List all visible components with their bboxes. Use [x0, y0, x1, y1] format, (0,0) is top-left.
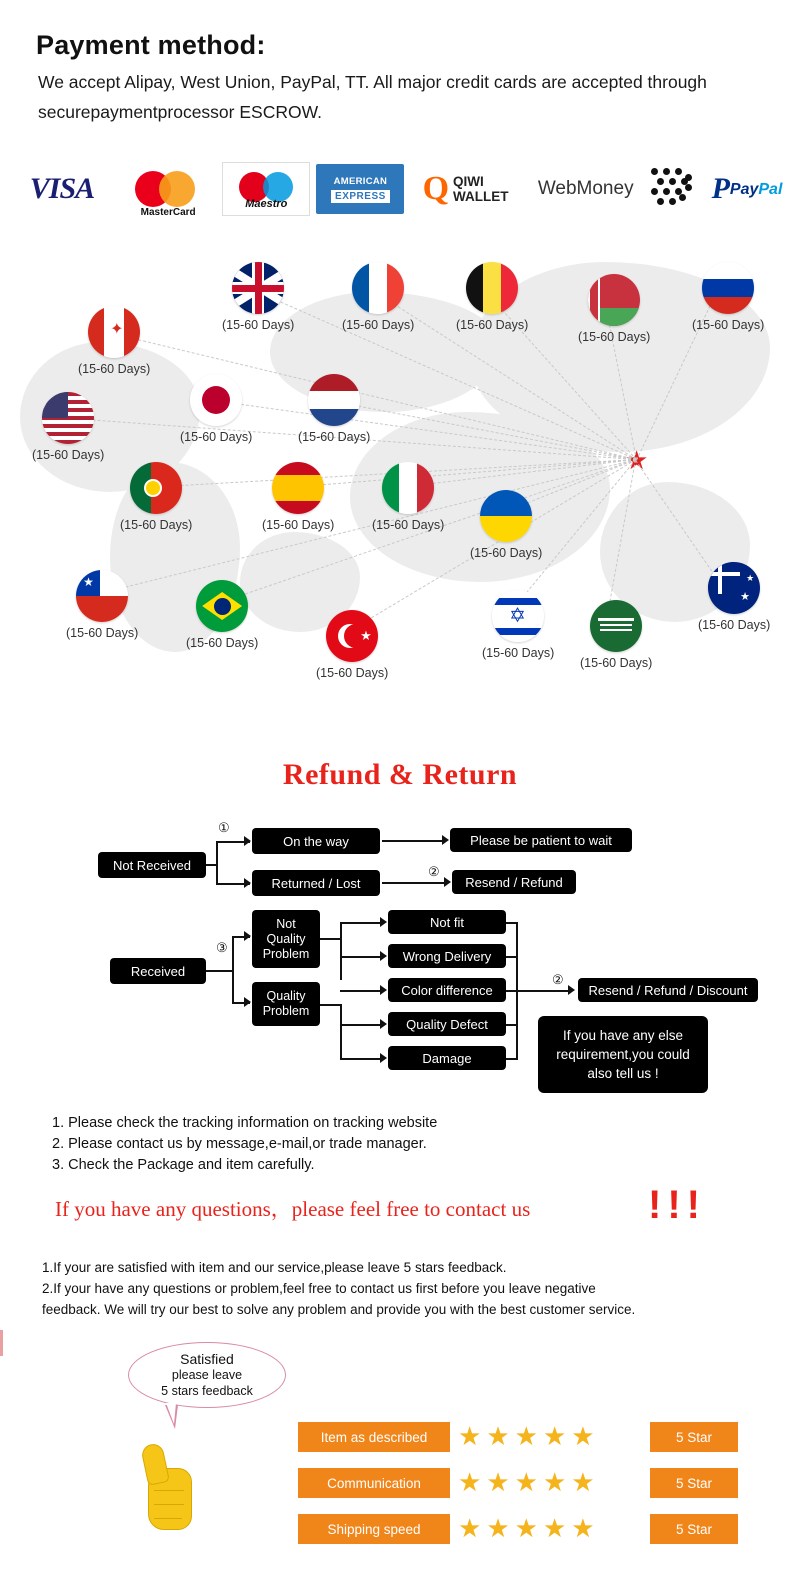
flag-item	[456, 262, 528, 332]
rating-label: Communication	[298, 1468, 450, 1498]
flag-turkey-icon: ★	[326, 610, 378, 662]
flag-item	[298, 374, 370, 444]
star-icon[interactable]: ★	[486, 1421, 510, 1451]
star-icon[interactable]: ★	[514, 1421, 538, 1451]
instruction-notes	[52, 1113, 752, 1176]
contact-us-line: If you have any questions，please feel free to contact us	[55, 1197, 531, 1221]
star-icon[interactable]: ★	[542, 1467, 567, 1497]
rating-label: Shipping speed	[298, 1514, 450, 1544]
flag-caption: (15-60 Days)	[580, 656, 653, 670]
paypal-pal-label: Pal	[758, 180, 783, 198]
flag-caption: (15-60 Days)	[578, 330, 651, 344]
flag-belarus-icon	[588, 274, 640, 326]
flag-item	[222, 262, 294, 332]
payment-logos-row	[10, 158, 795, 220]
flag-united-states-icon	[42, 392, 94, 444]
flag-canada-icon: ✦	[88, 306, 140, 358]
node-not-fit: Not fit	[388, 910, 506, 934]
star-icon[interactable]: ★	[542, 1513, 567, 1543]
feedback-notes	[42, 1257, 762, 1320]
flag-spain-icon	[272, 462, 324, 514]
flag-ukraine-icon	[480, 490, 532, 542]
marker-two-b: ②	[552, 972, 564, 987]
flag-caption: (15-60 Days)	[698, 618, 771, 632]
note-line-3: 3. Check the Package and item carefully.	[52, 1157, 315, 1173]
shipping-time-map	[0, 232, 800, 732]
node-resend-refund: Resend / Refund	[452, 870, 576, 894]
visa-logo-label: VISA	[29, 172, 95, 205]
flag-item	[262, 462, 334, 532]
maestro-logo	[222, 162, 310, 216]
mastercard-circles-icon	[129, 171, 207, 207]
flag-caption: (15-60 Days)	[298, 430, 371, 444]
flag-australia-icon: ★ ★	[708, 562, 760, 614]
node-received: Received	[110, 958, 206, 984]
amex-line2: EXPRESS	[331, 190, 390, 203]
quality-problem-l2: Problem	[262, 1004, 310, 1018]
flag-united-kingdom-icon	[232, 262, 284, 314]
note-line-2: 2. Please contact us by message,e-mail,or trade manager.	[52, 1136, 427, 1152]
star-icon[interactable]: ★	[571, 1421, 595, 1451]
rating-score: 5 Star	[650, 1468, 738, 1498]
star-icon[interactable]: ★	[514, 1467, 538, 1497]
extra-requirement-bubble	[538, 1016, 708, 1093]
star-icon[interactable]: ★	[542, 1421, 567, 1451]
flag-item	[120, 462, 192, 532]
flag-caption: (15-60 Days)	[692, 318, 765, 332]
payment-description: We accept Alipay, West Union, PayPal, TT. All major credit cards are accepted through securepaymentprocessor ESCROW.	[38, 72, 707, 122]
webmoney-logo	[527, 162, 645, 216]
flag-netherlands-icon	[308, 374, 360, 426]
flag-caption: (15-60 Days)	[32, 448, 105, 462]
flag-caption: (15-60 Days)	[186, 636, 259, 650]
rating-score: 5 Star	[650, 1514, 738, 1544]
flag-caption: (15-60 Days)	[316, 666, 389, 680]
flag-item	[316, 610, 388, 680]
flag-caption: (15-60 Days)	[120, 518, 193, 532]
not-quality-problem-l1: Not	[276, 916, 296, 931]
speech-line-3: 5 stars feedback	[161, 1384, 253, 1398]
qiwi-line1: QIWI	[453, 174, 484, 189]
star-icon[interactable]: ★	[571, 1513, 595, 1543]
flag-brazil-icon	[196, 580, 248, 632]
node-returned-lost: Returned / Lost	[252, 870, 380, 896]
marker-one: ①	[218, 820, 230, 835]
flag-belgium-icon	[466, 262, 518, 314]
webmoney-logo-label: WebMoney	[537, 178, 634, 199]
mastercard-logo	[120, 163, 216, 218]
flag-item	[180, 374, 252, 444]
payment-method-section	[0, 0, 800, 127]
flag-caption: (15-60 Days)	[342, 318, 415, 332]
maestro-logo-label: Maestro	[245, 198, 288, 210]
rating-section	[0, 1330, 800, 1577]
flag-item	[470, 490, 542, 560]
note-line-1: 1. Please check the tracking information on tracking website	[52, 1115, 438, 1131]
origin-star-icon: ★	[625, 445, 649, 475]
flag-item	[186, 580, 258, 650]
flag-item	[372, 462, 444, 532]
star-icon[interactable]: ★	[458, 1421, 482, 1451]
quality-problem-l1: Quality	[266, 989, 306, 1003]
flag-israel-icon: ✡	[492, 590, 544, 642]
flag-caption: (15-60 Days)	[180, 430, 253, 444]
flag-caption: (15-60 Days)	[78, 362, 151, 376]
american-express-logo	[316, 164, 404, 214]
node-not-quality-problem	[252, 910, 320, 968]
qiwi-mark-icon: Q	[422, 170, 450, 207]
node-please-wait: Please be patient to wait	[450, 828, 632, 852]
node-quality-problem	[252, 982, 320, 1026]
node-color-difference: Color difference	[388, 978, 506, 1002]
flag-caption: (15-60 Days)	[482, 646, 555, 660]
flag-saudi-arabia-icon	[590, 600, 642, 652]
rating-label: Item as described	[298, 1422, 450, 1452]
extra-requirement-text: If you have any else requirement,you could also tell us !	[556, 1028, 690, 1081]
feedback-line-2: 2.If your have any questions or problem,feel free to contact us first before you leave negative	[42, 1281, 596, 1296]
star-icon[interactable]: ★	[458, 1467, 482, 1497]
refund-flow-diagram	[0, 818, 800, 1108]
node-quality-defect: Quality Defect	[388, 1012, 506, 1036]
flag-item	[692, 262, 764, 332]
flag-caption: (15-60 Days)	[470, 546, 543, 560]
flag-france-icon	[352, 262, 404, 314]
rating-score: 5 Star	[650, 1422, 738, 1452]
qiwi-wallet-logo	[411, 162, 521, 216]
flag-item	[342, 262, 414, 332]
speech-line-1: Satisfied	[180, 1351, 234, 1367]
exclamation-marks: !!!	[648, 1183, 706, 1227]
speech-line-2: please leave	[171, 1368, 243, 1382]
paypal-glyph-icon: P	[711, 172, 730, 205]
paypal-logo	[699, 162, 795, 216]
not-quality-problem-l3: Problem	[262, 946, 310, 961]
webmoney-dots-icon	[651, 162, 693, 216]
marker-two-a: ②	[428, 864, 440, 879]
rating-stars[interactable]	[458, 1422, 595, 1450]
flag-item	[32, 392, 104, 462]
refund-title: Refund & Return	[282, 758, 518, 791]
node-resend-refund-discount: Resend / Refund / Discount	[578, 978, 758, 1002]
flag-chile-icon: ★	[76, 570, 128, 622]
flag-caption: (15-60 Days)	[262, 518, 335, 532]
flag-item	[698, 562, 770, 632]
amex-line1: AMERICAN	[333, 175, 388, 187]
star-icon[interactable]: ★	[458, 1513, 482, 1543]
flag-russia-icon	[702, 262, 754, 314]
thumbs-up-icon	[140, 1442, 210, 1542]
marker-three: ③	[216, 940, 228, 955]
not-quality-problem-l2: Quality	[266, 931, 306, 946]
feedback-line-3: feedback. We will try our best to solve any problem and provide you with the best customer service.	[42, 1302, 636, 1317]
star-icon[interactable]: ★	[486, 1467, 510, 1497]
page-title: Payment method:	[36, 30, 266, 60]
feedback-line-1: 1.If your are satisfied with item and our service,please leave 5 stars feedback.	[42, 1260, 507, 1275]
flag-item	[580, 600, 652, 670]
node-damage: Damage	[388, 1046, 506, 1070]
node-not-received: Not Received	[98, 852, 206, 878]
node-wrong-delivery: Wrong Delivery	[388, 944, 506, 968]
flag-italy-icon	[382, 462, 434, 514]
flag-portugal-icon	[130, 462, 182, 514]
visa-logo	[10, 164, 114, 214]
star-icon[interactable]: ★	[486, 1513, 510, 1543]
star-icon[interactable]: ★	[514, 1513, 538, 1543]
flag-caption: (15-60 Days)	[222, 318, 295, 332]
mastercard-logo-label: MasterCard	[140, 207, 196, 218]
flag-caption: (15-60 Days)	[66, 626, 139, 640]
satisfied-speech-bubble	[128, 1342, 286, 1408]
rating-stars[interactable]	[458, 1468, 595, 1496]
star-icon[interactable]: ★	[571, 1467, 595, 1497]
flag-item	[578, 274, 650, 344]
flag-item	[482, 590, 554, 660]
flag-caption: (15-60 Days)	[372, 518, 445, 532]
rating-stars[interactable]	[458, 1514, 595, 1542]
paypal-pay-label: Pay	[729, 180, 759, 198]
flag-caption: (15-60 Days)	[456, 318, 529, 332]
flag-japan-icon	[190, 374, 242, 426]
flag-item	[78, 306, 150, 376]
qiwi-line2: WALLET	[453, 189, 509, 204]
flag-item	[66, 570, 138, 640]
node-on-the-way: On the way	[252, 828, 380, 854]
